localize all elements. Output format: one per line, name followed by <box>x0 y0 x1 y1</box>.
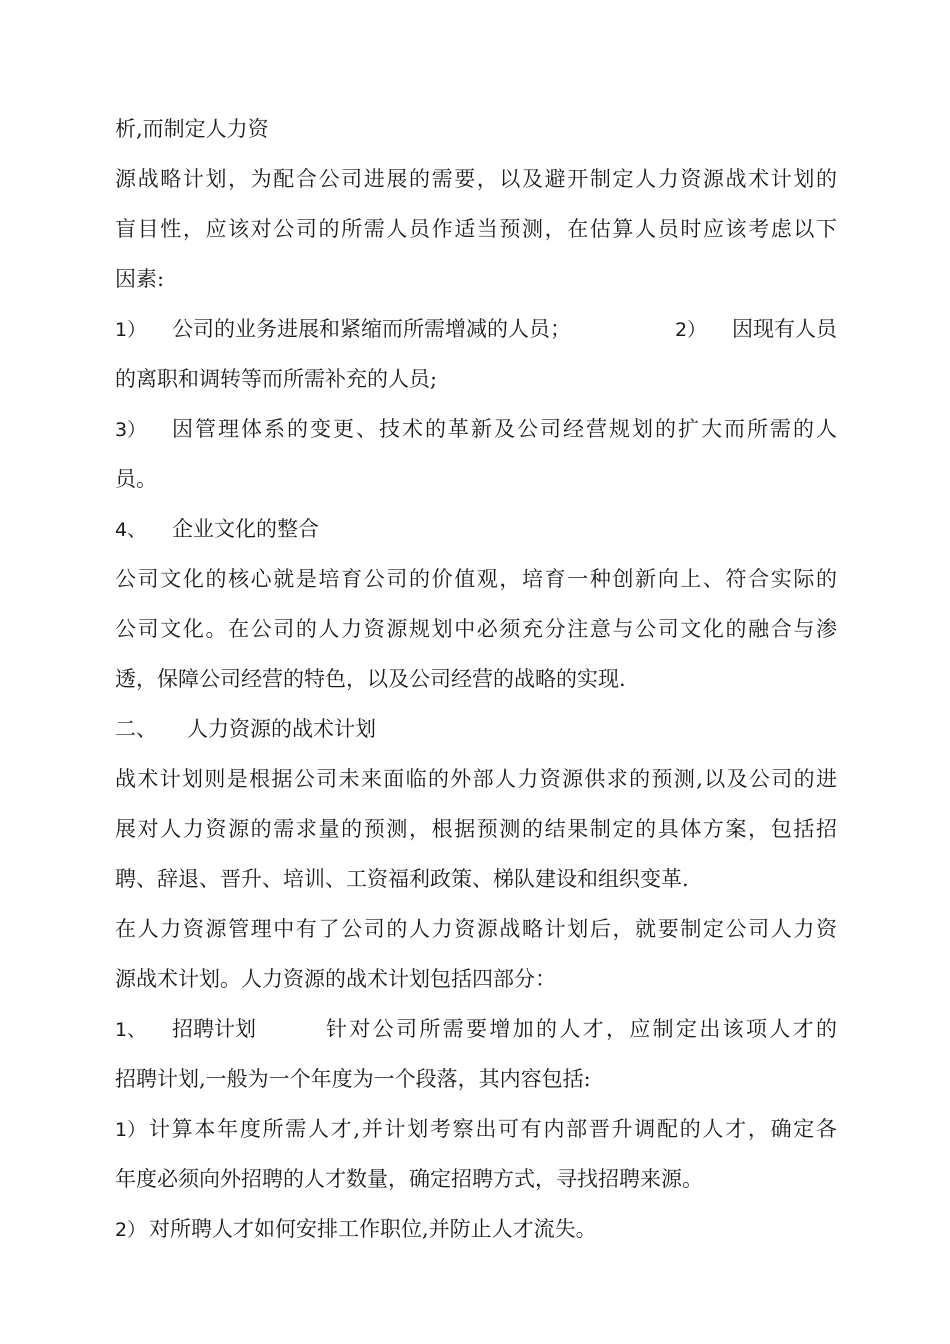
paragraph-line: 聘、辞退、晋升、培训、工资福利政策、梯队建设和组织变革. <box>115 867 689 891</box>
list-number: 3） <box>115 419 147 441</box>
section-number: 4、 <box>115 519 147 541</box>
paragraph-line: 在人力资源管理中有了公司的人力资源战略计划后，就要制定公司人力资 <box>115 917 837 941</box>
paragraph-line: 透，保障公司经营的特色，以及公司经营的战略的实现. <box>115 667 626 691</box>
paragraph-line: 公司文化。在公司的人力资源规划中必须充分注意与公司文化的融合与渗 <box>115 617 837 641</box>
paragraph-line: 源战术计划。人力资源的战术计划包括四部分： <box>115 967 556 991</box>
section-number: 1、 <box>115 1019 147 1041</box>
section-heading <box>115 1004 837 1054</box>
list-number: 1） <box>115 319 147 341</box>
section-title: 人力资源的战术计划 <box>187 717 376 741</box>
paragraph-line: 因素: <box>115 267 165 291</box>
list-item-line <box>115 1104 837 1154</box>
section-label: 招聘计划 <box>172 1017 256 1041</box>
section-heading <box>115 504 837 554</box>
paragraph-line: 战术计划则是根据公司未来面临的外部人力资源供求的预测,以及公司的进 <box>115 767 837 791</box>
list-item-text: 对所聘人才如何安排工作职位,并防止人才流失。 <box>149 1217 597 1241</box>
section-text: 针对公司所需要增加的人才，应制定出该项人才的 <box>326 1017 837 1041</box>
paragraph-line: 年度必须向外招聘的人才数量，确定招聘方式，寻找招聘来源。 <box>115 1167 703 1191</box>
paragraph-line: 员。 <box>115 467 157 491</box>
section-title: 企业文化的整合 <box>172 517 319 541</box>
paragraph-line: 的离职和调转等而所需补充的人员; <box>115 367 438 391</box>
section-heading <box>115 704 837 754</box>
list-item-text: 公司的业务进展和紧缩而所需增减的人员； <box>172 317 571 341</box>
list-item-line <box>115 304 837 354</box>
list-item-text: 计算本年度所需人才,并计划考察出可有内部晋升调配的人才，确定各 <box>149 1117 837 1141</box>
paragraph-line: 盲目性，应该对公司的所需人员作适当预测，在估算人员时应该考虑以下 <box>115 217 837 241</box>
section-number: 二、 <box>115 717 157 741</box>
list-item-line <box>115 404 837 454</box>
paragraph-line: 公司文化的核心就是培育公司的价值观，培育一种创新向上、符合实际的 <box>115 567 837 591</box>
list-item-text: 因现有人员 <box>732 317 837 341</box>
paragraph-line: 展对人力资源的需求量的预测，根据预测的结果制定的具体方案，包括招 <box>115 817 837 841</box>
list-number: 1） <box>115 1119 147 1141</box>
paragraph-line: 源战略计划，为配合公司进展的需要，以及避开制定人力资源战术计划的 <box>115 167 837 191</box>
paragraph-line: 析,而制定人力资 <box>115 117 269 141</box>
list-item-text: 因管理体系的变更、技术的革新及公司经营规划的扩大而所需的人 <box>172 417 837 441</box>
list-number: 2） <box>675 319 707 341</box>
list-number: 2） <box>115 1219 147 1241</box>
list-item-line <box>115 1204 837 1254</box>
paragraph-line: 招聘计划,一般为一个年度为一个段落，其内容包括: <box>115 1067 591 1091</box>
document-body <box>115 104 837 1254</box>
